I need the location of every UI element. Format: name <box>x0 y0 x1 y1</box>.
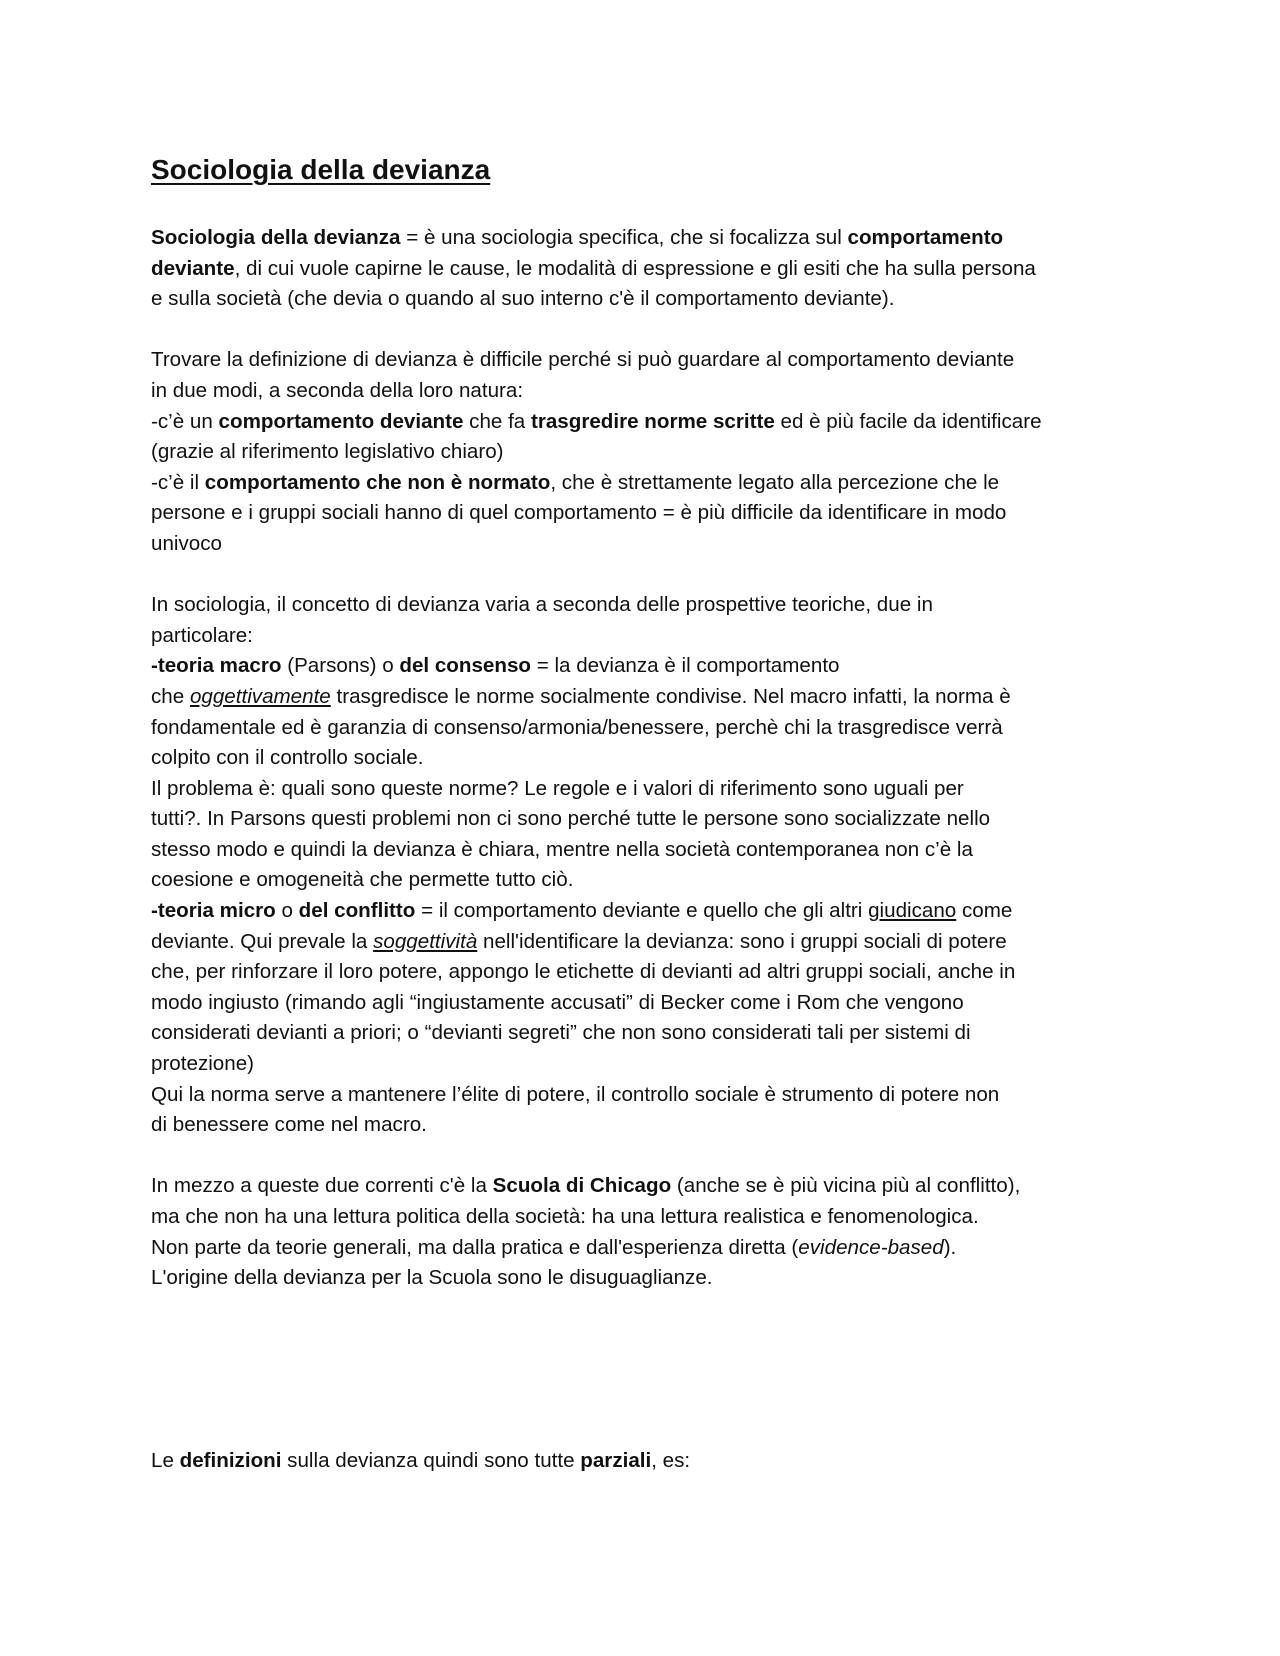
text-line <box>151 927 1141 958</box>
text-line: considerati devianti a priori; o “devianti segreti” che non sono considerati tali per sistemi di <box>151 1021 971 1045</box>
text-span: (Parsons) o <box>281 654 400 678</box>
bold-term: -teoria micro <box>151 899 276 923</box>
text-line: particolare: <box>151 623 253 647</box>
text-line: stesso modo e quindi la devianza è chiara, mentre nella società contemporanea non c’è la <box>151 837 973 861</box>
text-span: , es: <box>651 1449 691 1473</box>
text-span: In mezzo a queste due correnti c'è la <box>151 1174 493 1198</box>
text-span: che <box>151 684 190 708</box>
text-span: = è una sociologia specifica, che si focalizza sul <box>400 226 848 249</box>
italic-term: evidence-based <box>798 1235 944 1259</box>
bold-term: comportamento <box>847 226 1004 249</box>
text-line: protezione) <box>151 1052 255 1076</box>
text-span: ). <box>943 1235 957 1259</box>
text-span: , che è strettamente legato alla percezione che le <box>550 470 1000 494</box>
text-span: come <box>956 899 1013 923</box>
bold-term: Sociologia della devianza <box>151 226 401 249</box>
text-span: = il comportamento deviante e quello che gli altri <box>415 899 869 923</box>
text-span: o <box>275 899 299 923</box>
text-line <box>151 1171 1141 1202</box>
text-line <box>151 223 1141 254</box>
bold-term: -teoria macro <box>151 654 282 678</box>
text-span: , di cui vuole capirne le cause, le modalità di espressione e gli esiti che ha sulla persona <box>234 256 1036 280</box>
text-span: Le <box>151 1449 180 1473</box>
text-span: Non parte da teorie generali, ma dalla pratica e dall'esperienza diretta ( <box>151 1235 799 1259</box>
bold-term: deviante <box>151 256 235 280</box>
bold-term: del consenso <box>399 654 531 678</box>
text-line: in due modi, a seconda della loro natura: <box>151 378 524 402</box>
text-line: persone e i gruppi sociali hanno di quel comportamento = è più difficile da identificare in modo <box>151 501 1007 525</box>
underlined-italic-term: soggettività <box>373 929 478 953</box>
text-span: nell'identificare la devianza: sono i gruppi sociali di potere <box>477 929 1007 953</box>
text-line: fondamentale ed è garanzia di consenso/armonia/benessere, perchè chi la trasgredisce verrà <box>151 715 1003 739</box>
text-line <box>151 254 1141 285</box>
paragraph-two-modes <box>151 345 1141 559</box>
text-line: Qui la norma serve a mantenere l’élite di potere, il controllo sociale è strumento di potere non <box>151 1082 1000 1106</box>
paragraph-theories <box>151 590 1141 1141</box>
text-line: (grazie al riferimento legislativo chiaro) <box>151 440 504 464</box>
bold-term: trasgredire norme scritte <box>530 409 775 433</box>
text-span: ed è più facile da identificare <box>774 409 1042 433</box>
text-line <box>151 896 1141 927</box>
text-line: colpito con il controllo sociale. <box>151 746 424 770</box>
text-span: = la devianza è il comportamento <box>530 654 840 678</box>
text-line: Trovare la definizione di devianza è difficile perché si può guardare al comportamento deviante <box>151 348 1015 372</box>
bold-term: comportamento che non è normato <box>204 470 551 494</box>
text-line: che, per rinforzare il loro potere, appongo le etichette di devianti ad altri gruppi sociali, anche in <box>151 960 1016 984</box>
bold-term: definizioni <box>179 1449 282 1473</box>
text-line: L'origine della devianza per la Scuola sono le disuguaglianze. <box>151 1266 713 1290</box>
text-span: deviante. Qui prevale la <box>151 929 374 953</box>
text-line: ma che non ha una lettura politica della società: ha una lettura realistica e fenomenologica. <box>151 1205 979 1228</box>
text-line <box>151 407 1141 438</box>
bold-term: del conflitto <box>298 899 416 923</box>
text-span: trasgredisce le norme socialmente condivise. Nel macro infatti, la norma è <box>330 684 1011 708</box>
underlined-term: giudicano <box>868 899 957 923</box>
text-span: -c’è un <box>151 409 219 433</box>
text-line: In sociologia, il concetto di devianza varia a seconda delle prospettive teoriche, due in <box>151 593 933 617</box>
text-line: di benessere come nel macro. <box>151 1113 427 1137</box>
text-line <box>151 682 1141 713</box>
paragraph-chicago-school <box>151 1171 1141 1293</box>
text-span: -c’è il <box>151 470 205 494</box>
bold-term: parziali <box>580 1449 652 1473</box>
text-line: coesione e omogeneità che permette tutto ciò. <box>151 868 574 892</box>
text-line: modo ingiusto (rimando agli “ingiustamente accusati” di Becker come i Rom che vengono <box>151 990 964 1014</box>
text-line: tutti?. In Parsons questi problemi non ci sono perché tutte le persone sono socializzate nello <box>151 807 991 831</box>
text-span: che fa <box>463 409 531 433</box>
document-title: Sociologia della devianza <box>151 154 491 185</box>
paragraph-definitions <box>151 1446 1141 1477</box>
text-line: Il problema è: quali sono queste norme? Le regole e i valori di riferimento sono uguali per <box>151 776 964 800</box>
underlined-italic-term: oggettivamente <box>189 684 331 708</box>
text-line <box>151 651 1141 682</box>
text-span: sulla devianza quindi sono tutte <box>281 1449 581 1473</box>
bold-term: Scuola di Chicago <box>492 1174 672 1198</box>
blank-space <box>151 1324 1141 1446</box>
text-line <box>151 1446 1141 1477</box>
bold-term: comportamento deviante <box>218 409 464 433</box>
document-page <box>151 150 1141 1508</box>
text-span: (anche se è più vicina più al conflitto), <box>671 1174 1021 1198</box>
text-line <box>151 1233 1141 1264</box>
text-line <box>151 468 1141 499</box>
paragraph-definition <box>151 223 1141 315</box>
text-line: e sulla società (che devia o quando al suo interno c'è il comportamento deviante). <box>151 287 895 311</box>
text-line: univoco <box>151 531 222 555</box>
